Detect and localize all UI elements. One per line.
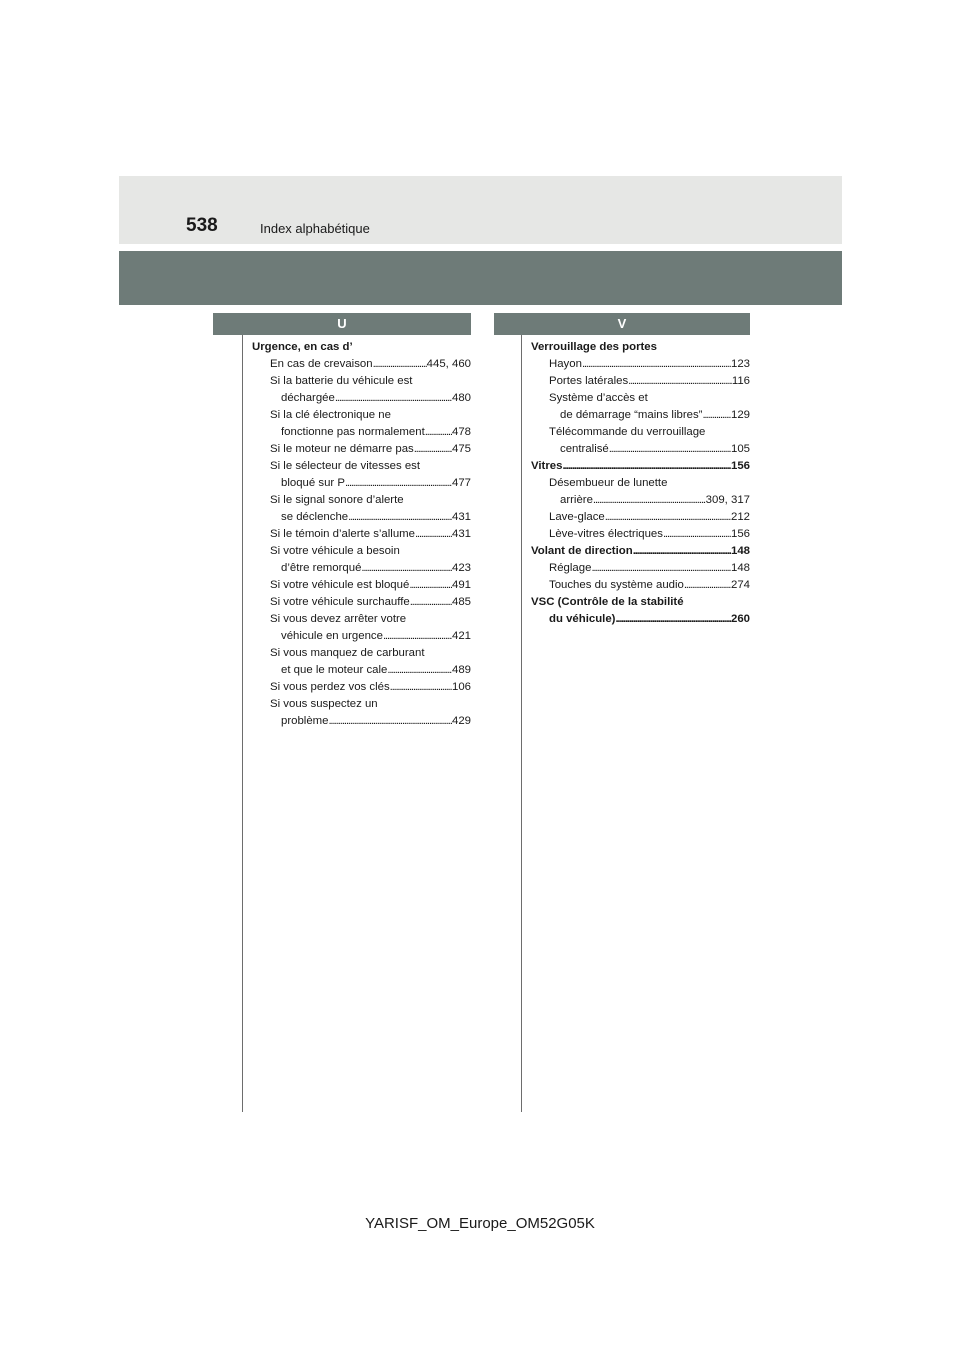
entry-text: Si le signal sonore d’alerte <box>270 494 404 506</box>
index-entry <box>531 407 750 424</box>
leader-dots <box>410 594 452 611</box>
entry-page-ref: 445, 460 <box>426 358 471 370</box>
entry-page-ref: 421 <box>451 630 471 642</box>
entry-text: Télécommande du verrouillage <box>549 426 706 438</box>
leader-dots <box>383 628 452 645</box>
index-entry <box>252 390 471 407</box>
leader-dots <box>628 373 732 390</box>
index-entry <box>531 594 750 611</box>
index-entry <box>252 526 471 543</box>
leader-dots <box>373 356 427 373</box>
leader-dots <box>582 356 731 373</box>
leader-dots <box>345 475 452 492</box>
entry-text: bloqué sur P <box>281 477 345 489</box>
entry-text: Lave-glace <box>549 511 605 523</box>
index-entry <box>252 662 471 679</box>
entry-page-ref: 477 <box>451 477 471 489</box>
entry-text: se déclenche <box>281 511 349 523</box>
leader-dots <box>348 509 452 526</box>
entry-page-ref: 423 <box>451 562 471 574</box>
index-entry <box>531 509 750 526</box>
entry-page-ref: 156 <box>730 528 750 540</box>
entry-page-ref: 148 <box>730 545 750 557</box>
entry-text: déchargée <box>281 392 335 404</box>
index-entry <box>252 713 471 730</box>
entry-page-ref: 212 <box>730 511 750 523</box>
entry-page-ref: 156 <box>730 460 750 472</box>
entry-page-ref: 429 <box>451 715 471 727</box>
index-entry <box>252 407 471 424</box>
entry-text: En cas de crevaison <box>270 358 373 370</box>
leader-dots <box>593 492 706 509</box>
index-entry <box>531 458 750 475</box>
entry-page-ref: 489 <box>451 664 471 676</box>
index-column-u <box>252 339 471 730</box>
index-entry <box>252 458 471 475</box>
document-code: YARISF_OM_Europe_OM52G05K <box>365 1215 595 1232</box>
entry-text: VSC (Contrôle de la stabilité <box>531 596 684 608</box>
leader-dots <box>562 458 731 475</box>
entry-text: Si vous perdez vos clés <box>270 681 390 693</box>
entry-text: Si la clé électronique ne <box>270 409 391 421</box>
entry-text: Portes latérales <box>549 375 629 387</box>
index-entry <box>531 424 750 441</box>
entry-text: Désembueur de lunette <box>549 477 668 489</box>
index-entry <box>252 628 471 645</box>
index-entry <box>252 543 471 560</box>
leader-dots <box>633 543 731 560</box>
column-divider-right <box>521 335 522 1112</box>
leader-dots <box>387 662 452 679</box>
entry-page-ref: 309, 317 <box>705 494 750 506</box>
entry-text: Si vous manquez de carburant <box>270 647 425 659</box>
entry-page-ref: 260 <box>730 613 750 625</box>
index-entry <box>252 424 471 441</box>
leader-dots <box>591 560 731 577</box>
leader-dots <box>425 424 452 441</box>
entry-text: Si vous devez arrêter votre <box>270 613 407 625</box>
header-band <box>119 176 842 244</box>
leader-dots <box>361 560 452 577</box>
header-dark-band <box>119 251 842 305</box>
entry-text: de démarrage “mains libres” <box>560 409 703 421</box>
entry-text: Volant de direction <box>531 545 633 557</box>
index-entry <box>531 475 750 492</box>
entry-page-ref: 485 <box>451 596 471 608</box>
index-entry <box>252 475 471 492</box>
entry-text: problème <box>281 715 329 727</box>
entry-page-ref: 148 <box>730 562 750 574</box>
index-entry <box>531 611 750 628</box>
index-entry <box>531 339 750 356</box>
entry-page-ref: 431 <box>451 511 471 523</box>
page-number: 538 <box>186 215 218 236</box>
leader-dots <box>409 577 452 594</box>
entry-text: centralisé <box>560 443 609 455</box>
entry-text: Urgence, en cas d’ <box>252 341 353 353</box>
leader-dots <box>415 526 452 543</box>
entry-text: Lève-vitres électriques <box>549 528 663 540</box>
entry-page-ref: 129 <box>730 409 750 421</box>
index-entry <box>252 645 471 662</box>
entry-text: Hayon <box>549 358 582 370</box>
entry-text: Si votre véhicule surchauffe <box>270 596 410 608</box>
entry-page-ref: 475 <box>451 443 471 455</box>
index-entry <box>252 441 471 458</box>
index-entry <box>252 679 471 696</box>
index-entry <box>531 560 750 577</box>
entry-text: arrière <box>560 494 593 506</box>
entry-page-ref: 491 <box>451 579 471 591</box>
entry-text: Touches du système audio <box>549 579 684 591</box>
leader-dots <box>605 509 731 526</box>
index-entry <box>252 509 471 526</box>
entry-text: Verrouillage des portes <box>531 341 657 353</box>
entry-text: Si vous suspectez un <box>270 698 378 710</box>
leader-dots <box>329 713 452 730</box>
index-entry <box>252 339 471 356</box>
entry-text: Réglage <box>549 562 592 574</box>
index-entry <box>252 594 471 611</box>
index-entry <box>531 543 750 560</box>
leader-dots <box>684 577 731 594</box>
leader-dots <box>702 407 731 424</box>
index-column-v <box>531 339 750 628</box>
index-entry <box>252 373 471 390</box>
index-entry <box>531 577 750 594</box>
letter-heading-u: U <box>213 313 471 335</box>
leader-dots <box>390 679 452 696</box>
leader-dots <box>414 441 452 458</box>
entry-text: Si votre véhicule est bloqué <box>270 579 410 591</box>
entry-text: d’être remorqué <box>281 562 362 574</box>
index-entry <box>252 611 471 628</box>
entry-text: Système d’accès et <box>549 392 648 404</box>
index-entry <box>252 696 471 713</box>
entry-text: Si le moteur ne démarre pas <box>270 443 414 455</box>
entry-page-ref: 105 <box>730 443 750 455</box>
entry-page-ref: 106 <box>451 681 471 693</box>
leader-dots <box>615 611 731 628</box>
index-entry <box>252 356 471 373</box>
entry-page-ref: 123 <box>730 358 750 370</box>
leader-dots <box>663 526 731 543</box>
entry-text: Si votre véhicule a besoin <box>270 545 400 557</box>
index-entry <box>531 390 750 407</box>
entry-page-ref: 116 <box>731 375 750 387</box>
entry-text: Si la batterie du véhicule est <box>270 375 413 387</box>
index-entry <box>531 441 750 458</box>
entry-text: du véhicule) <box>549 613 616 625</box>
entry-page-ref: 480 <box>451 392 471 404</box>
index-entry <box>531 526 750 543</box>
index-entry <box>531 373 750 390</box>
index-entry <box>252 577 471 594</box>
index-entry <box>252 492 471 509</box>
entry-page-ref: 478 <box>451 426 471 438</box>
letter-heading-v: V <box>494 313 750 335</box>
entry-page-ref: 431 <box>451 528 471 540</box>
entry-text: Vitres <box>531 460 563 472</box>
leader-dots <box>335 390 452 407</box>
entry-text: et que le moteur cale <box>281 664 388 676</box>
column-divider-left <box>242 335 243 1112</box>
index-entry <box>531 492 750 509</box>
entry-text: Si le sélecteur de vitesses est <box>270 460 421 472</box>
entry-text: Si le témoin d’alerte s’allume <box>270 528 415 540</box>
entry-text: fonctionne pas normalement <box>281 426 425 438</box>
section-title: Index alphabétique <box>260 221 370 236</box>
index-entry <box>531 356 750 373</box>
leader-dots <box>609 441 731 458</box>
index-entry <box>252 560 471 577</box>
entry-page-ref: 274 <box>730 579 750 591</box>
entry-text: véhicule en urgence <box>281 630 383 642</box>
